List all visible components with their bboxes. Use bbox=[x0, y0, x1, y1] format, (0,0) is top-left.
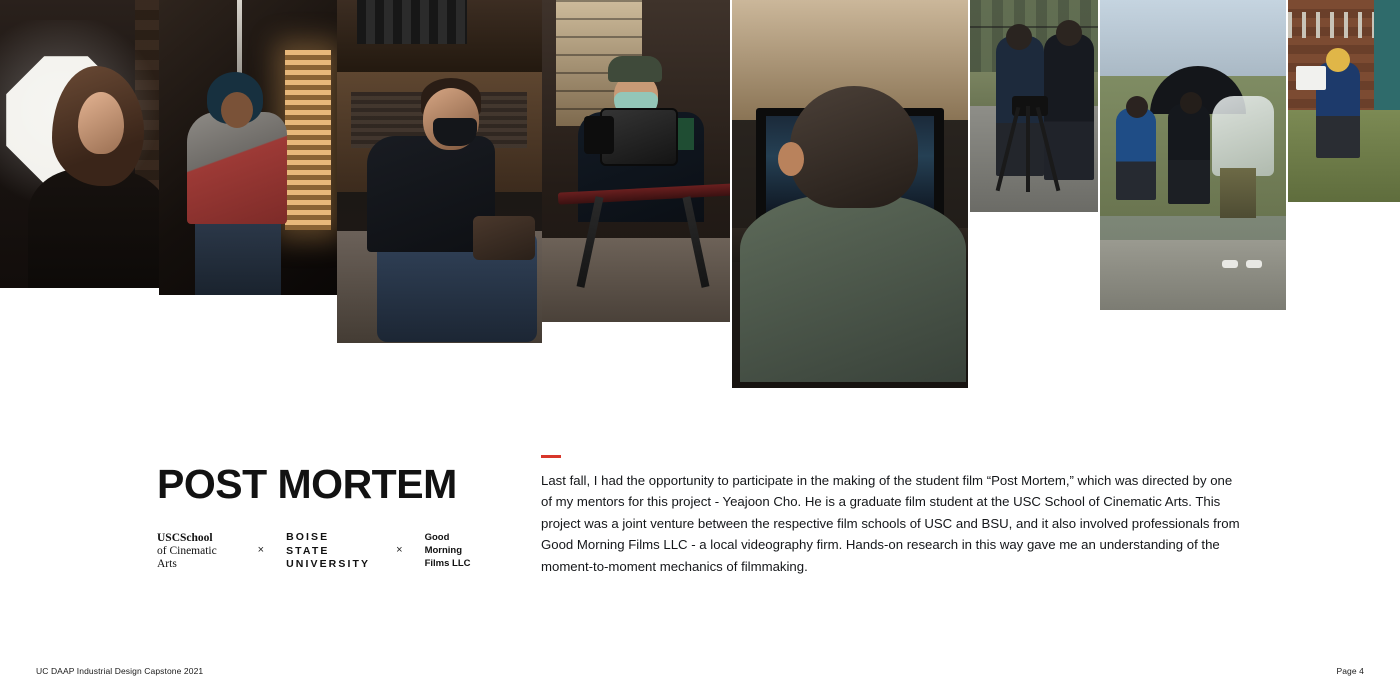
photo-camera-operator-slider bbox=[542, 0, 730, 322]
content-area bbox=[0, 400, 1400, 700]
crew-head bbox=[1126, 96, 1148, 118]
partner-logos bbox=[157, 531, 487, 572]
shoe bbox=[1246, 260, 1262, 268]
body-paragraph: Last fall, I had the opportunity to participate in the making of the student film “Post Mortem,” which was directed by one of my mentors for this project - Yeajoon Cho. He is a graduate film student at the USC School of Cinematic Arts. This project was a joint venture between the respective film schools of USC and BSU, and it also involved professionals from Good Morning Films LLC - a local videography firm. Hands-on research in this way gave me an understanding of the moment-to-moment mechanics of filmmaking. bbox=[541, 473, 1240, 574]
footer-left-text: UC DAAP Industrial Design Capstone 2021 bbox=[36, 666, 204, 676]
subject-ear bbox=[778, 142, 804, 176]
logo-good-morning-films bbox=[425, 532, 487, 570]
page-title: POST MORTEM bbox=[157, 461, 457, 507]
crew-head bbox=[1180, 92, 1202, 114]
tripod bbox=[998, 96, 1058, 192]
logo-gmf-line2: Films LLC bbox=[424, 557, 471, 569]
title-block bbox=[157, 461, 487, 572]
camera-in-hands bbox=[473, 216, 535, 260]
tripod-leg bbox=[1036, 107, 1061, 191]
shoe bbox=[1222, 260, 1238, 268]
path bbox=[1100, 240, 1286, 310]
crew-head-right bbox=[1056, 20, 1082, 46]
subject-body bbox=[28, 168, 168, 288]
face-mask bbox=[433, 118, 477, 146]
logo-boise-state-university bbox=[286, 531, 374, 572]
crew-head-beanie bbox=[1326, 48, 1350, 72]
logo-usc-line2: of Cinematic Arts bbox=[157, 544, 217, 571]
logo-separator-2: × bbox=[396, 544, 403, 557]
footer-page-number: Page 4 bbox=[1336, 666, 1364, 676]
subject-coat bbox=[187, 112, 287, 224]
subject-shirt bbox=[740, 192, 966, 382]
subject-head-back bbox=[790, 86, 918, 208]
photo-woman-softbox bbox=[0, 0, 175, 288]
photo-watching-monitor bbox=[732, 0, 968, 388]
subject-face bbox=[78, 92, 124, 154]
subject-face bbox=[221, 92, 253, 128]
photo-boom-operator-window bbox=[159, 0, 337, 295]
matte-box bbox=[584, 116, 614, 154]
photo-slate-outside-cabin bbox=[1288, 0, 1400, 202]
crew-member-blue-jacket bbox=[1116, 108, 1156, 200]
logo-bsu-line2: UNIVERSITY bbox=[286, 558, 371, 571]
crew-member-center bbox=[1168, 104, 1210, 204]
photo-crew-crouching-camera bbox=[337, 0, 542, 343]
tripod-leg bbox=[1026, 106, 1030, 192]
clapper-slate bbox=[1296, 66, 1326, 90]
subject-cap bbox=[608, 56, 662, 82]
logo-separator-1: × bbox=[257, 544, 265, 557]
photo-umbrella-rain-cover bbox=[1100, 0, 1286, 310]
tripod-leg bbox=[996, 107, 1021, 191]
photo-crew-outdoors-tripod bbox=[970, 0, 1098, 212]
cabin-trim bbox=[1374, 0, 1400, 116]
equipment-case bbox=[357, 0, 467, 44]
logo-usc-school-of-cinematic-arts bbox=[157, 532, 236, 572]
logo-usc-line1: USCSchool bbox=[157, 531, 213, 544]
logo-bsu-line1: BOISE STATE bbox=[286, 531, 330, 557]
crew-head-left bbox=[1006, 24, 1032, 50]
body-block bbox=[541, 455, 1241, 577]
crew-member-khaki-pants bbox=[1220, 168, 1256, 218]
window-blinds bbox=[285, 50, 331, 230]
camera-rain-cover bbox=[1212, 96, 1274, 176]
accent-rule bbox=[541, 455, 561, 458]
logo-gmf-line1: Good Morning bbox=[424, 532, 463, 557]
